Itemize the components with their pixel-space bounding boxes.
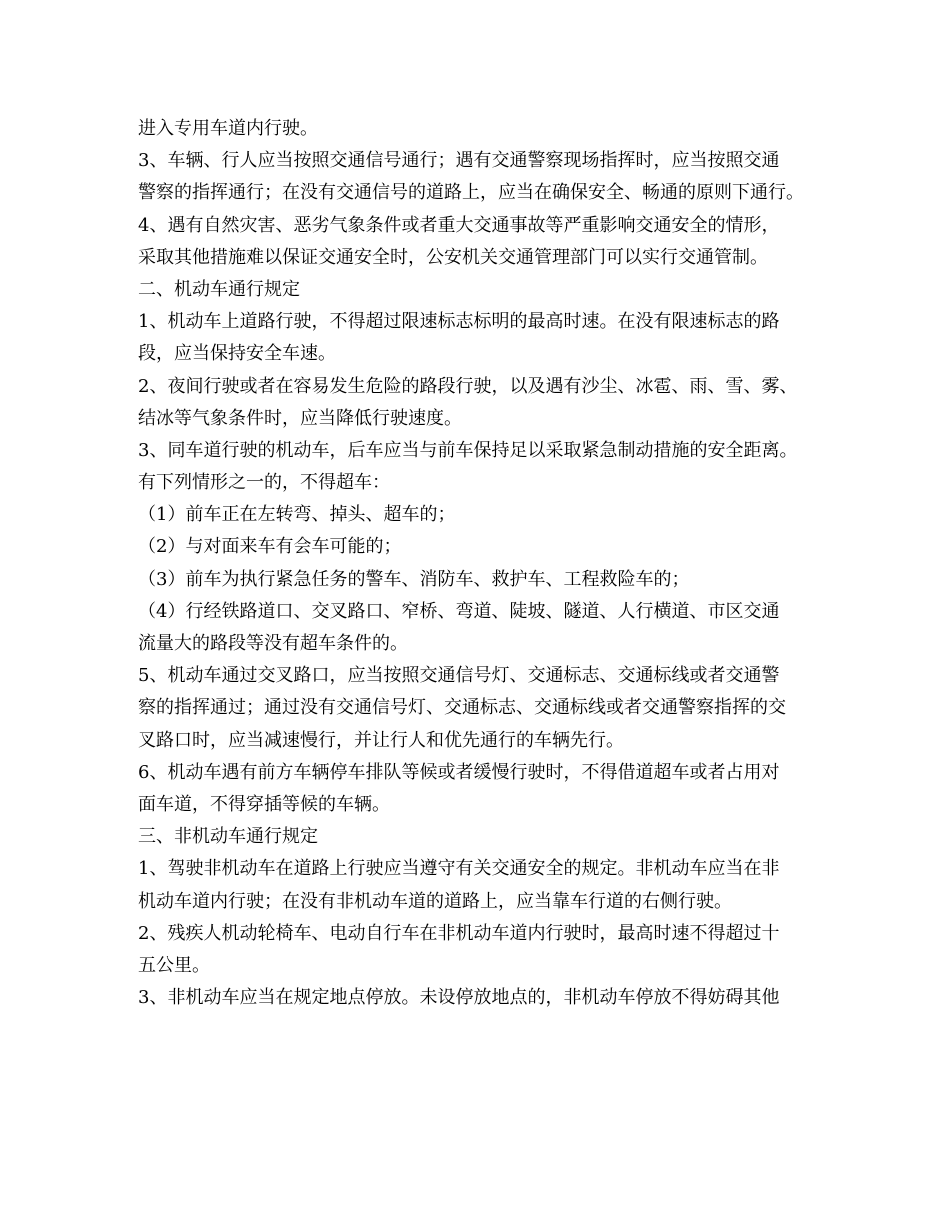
text-line: 1、驾驶非机动车在道路上行驶应当遵守有关交通安全的规定。非机动车应当在非 [138, 858, 780, 880]
list-item: （2）与对面来车有会车可能的； [138, 536, 402, 558]
document-body [138, 113, 828, 1014]
list-item: （4）行经铁路道口、交叉路口、窄桥、弯道、陡坡、隧道、人行横道、市区交通 [138, 600, 780, 622]
text-line: 2、夜间行驶或者在容易发生危险的路段行驶，以及遇有沙尘、冰雹、雨、雪、雾、 [138, 375, 798, 397]
section-heading: 三、非机动车通行规定 [138, 826, 318, 848]
text-line: 面车道，不得穿插等候的车辆。 [138, 793, 390, 815]
text-line: 5、机动车通过交叉路口，应当按照交通信号灯、交通标志、交通标线或者交通警 [138, 665, 780, 687]
text-line: 叉路口时，应当减速慢行，并让行人和优先通行的车辆先行。 [138, 729, 624, 751]
text-line: 3、同车道行驶的机动车，后车应当与前车保持足以采取紧急制动措施的安全距离。 [138, 439, 798, 461]
text-line: 流量大的路段等没有超车条件的。 [138, 633, 408, 654]
text-line: 警察的指挥通行；在没有交通信号的道路上，应当在确保安全、畅通的原则下通行。 [138, 182, 804, 204]
text-line: 3、非机动车应当在规定地点停放。未设停放地点的，非机动车停放不得妨碍其他 [138, 987, 780, 1009]
list-item: （3）前车为执行紧急任务的警车、消防车、救护车、工程救险车的； [138, 568, 690, 590]
text-line: 2、残疾人机动轮椅车、电动自行车在非机动车道内行驶时，最高时速不得超过十 [138, 922, 780, 944]
text-line: 采取其他措施难以保证交通安全时，公安机关交通管理部门可以实行交通管制。 [138, 246, 768, 268]
section-heading: 二、机动车通行规定 [138, 278, 300, 300]
text-line: 察的指挥通过；通过没有交通信号灯、交通标志、交通标线或者交通警察指挥的交 [138, 697, 786, 719]
text-line: 机动车道内行驶；在没有非机动车道的道路上，应当靠车行道的右侧行驶。 [138, 890, 732, 912]
text-line: 3、车辆、行人应当按照交通信号通行；遇有交通警察现场指挥时，应当按照交通 [138, 150, 780, 172]
text-line: 段，应当保持安全车速。 [138, 343, 336, 365]
text-line: 五公里。 [138, 954, 210, 976]
text-line: 4、遇有自然灾害、恶劣气象条件或者重大交通事故等严重影响交通安全的情形， [138, 214, 780, 236]
text-line: 结冰等气象条件时，应当降低行驶速度。 [138, 407, 462, 429]
text-line: 6、机动车遇有前方车辆停车排队等候或者缓慢行驶时，不得借道超车或者占用对 [138, 761, 780, 783]
text-line: 进入专用车道内行驶。 [138, 118, 318, 139]
text-line: 有下列情形之一的，不得超车： [138, 472, 390, 494]
list-item: （1）前车正在左转弯、掉头、超车的； [138, 504, 456, 526]
text-line: 1、机动车上道路行驶，不得超过限速标志标明的最高时速。在没有限速标志的路 [138, 311, 780, 333]
